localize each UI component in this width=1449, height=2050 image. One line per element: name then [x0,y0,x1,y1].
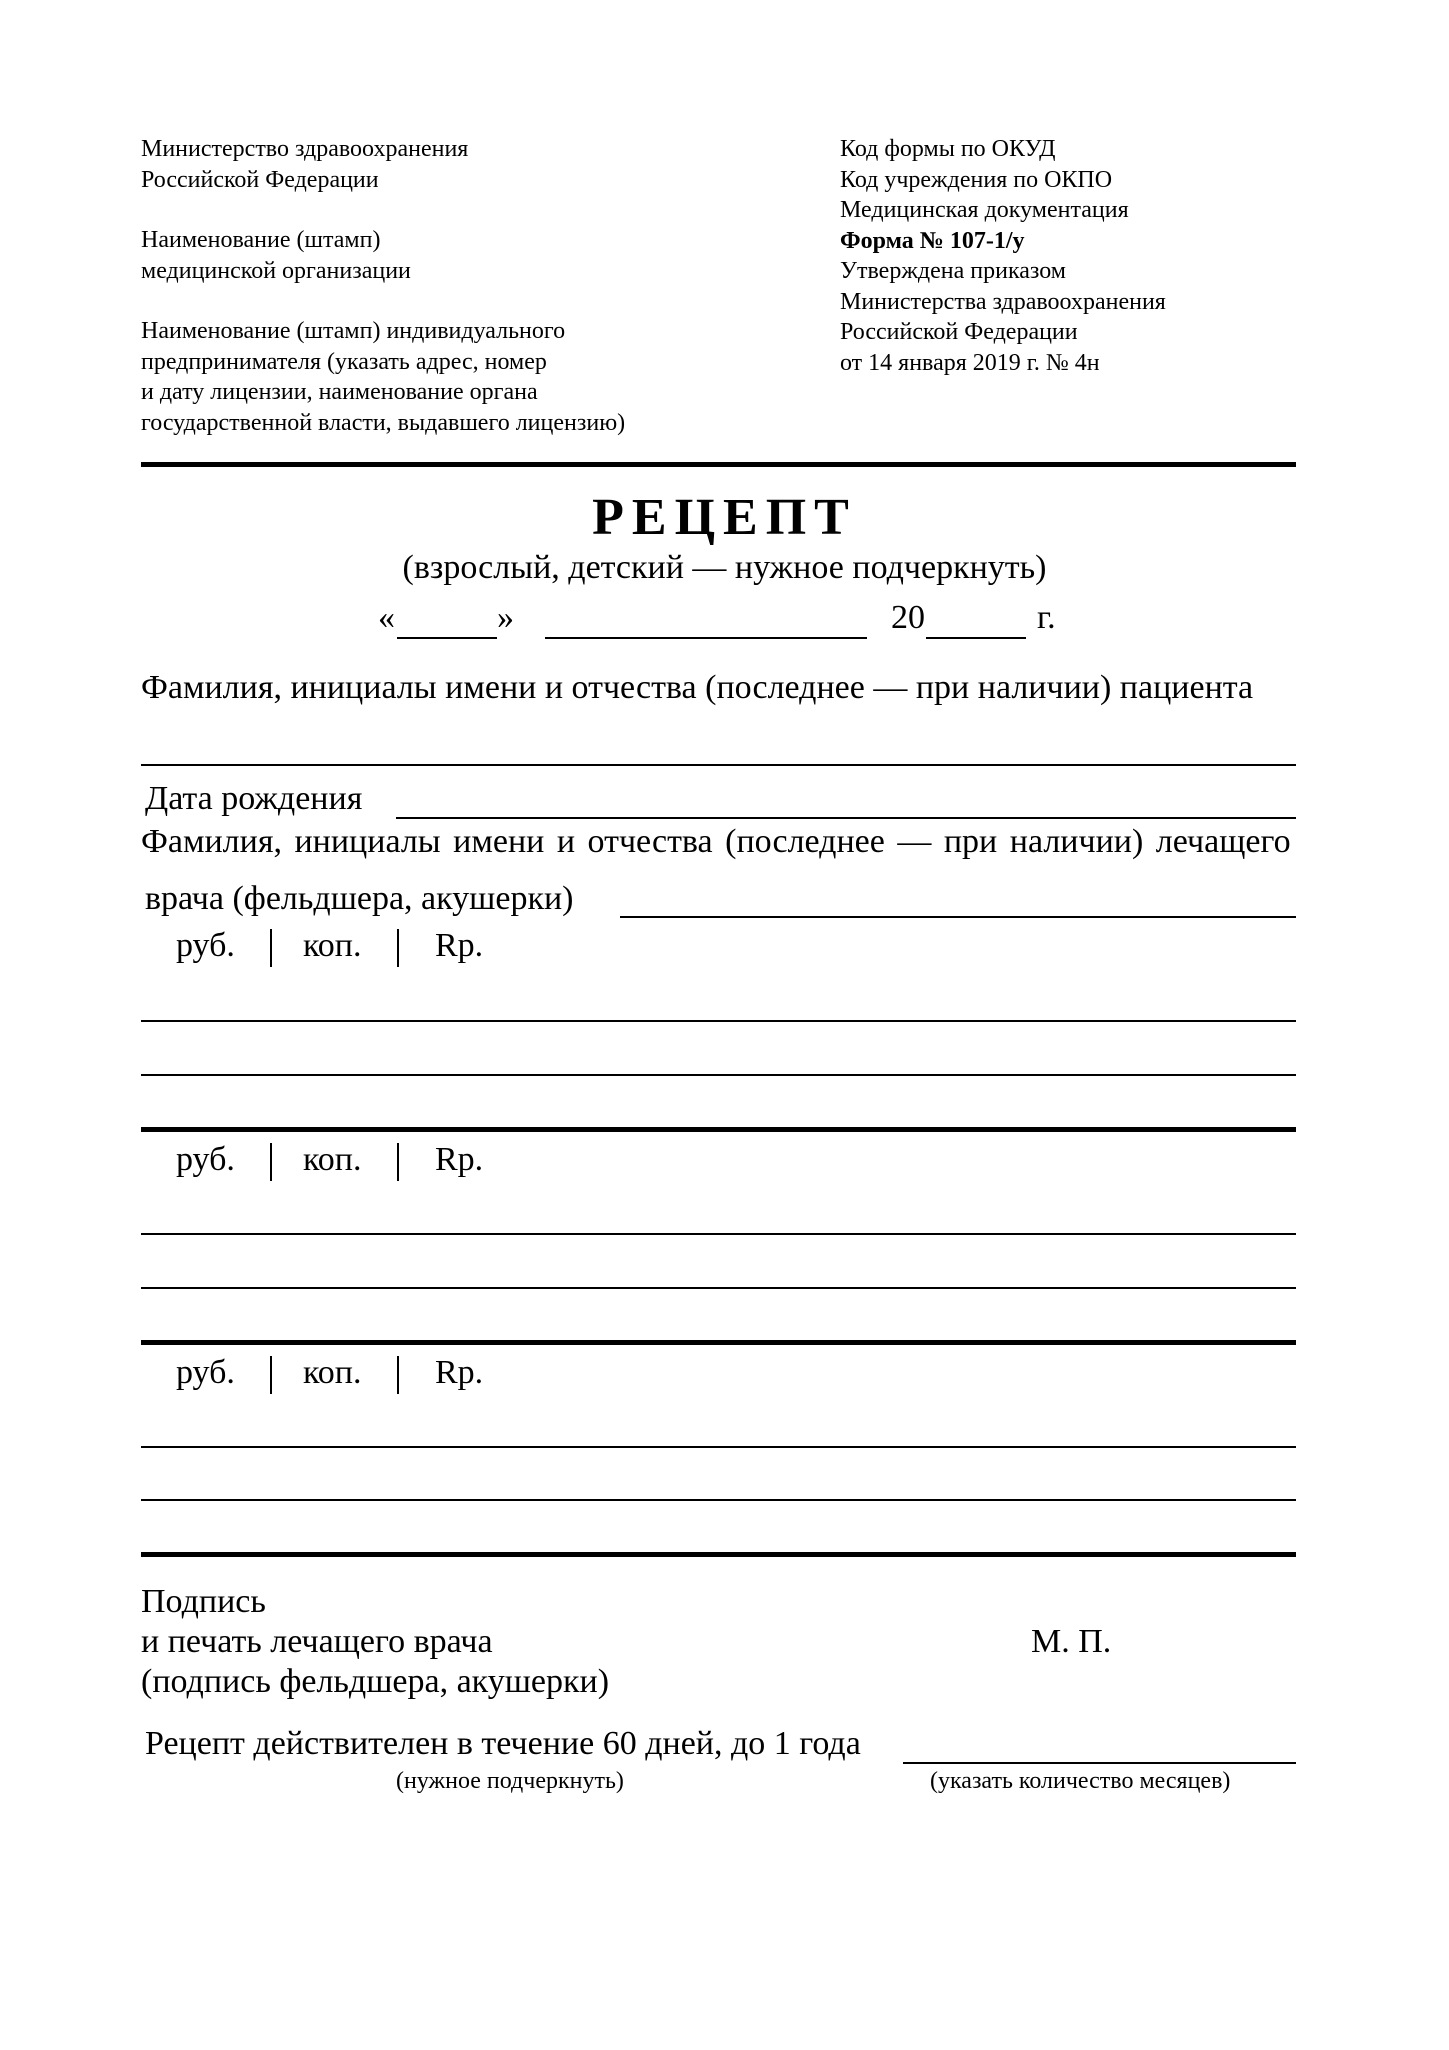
rx3-rub-label: руб. [176,1354,235,1391]
rx1-kop-label: коп. [303,927,362,964]
rx3-rp-label: Rp. [435,1354,484,1391]
rx1-line-1[interactable] [141,1020,1296,1022]
date-year-suffix: г. [1037,599,1056,636]
approval-line-4: от 14 января 2019 г. № 4н [840,349,1100,376]
org-stamp-line-1: Наименование (штамп) [141,227,381,253]
signature-block [141,1582,609,1702]
page-subtitle: (взрослый, детский — нужное подчеркнуть) [402,549,1047,586]
header-right-block [840,134,1166,378]
rx3-divider-1 [270,1356,272,1394]
rx2-rp-label: Rp. [435,1141,484,1178]
rx1-rub-label: руб. [176,927,235,964]
rx3-kop-label: коп. [303,1354,362,1391]
date-month-field[interactable] [545,637,867,639]
rx1-divider-2 [397,929,399,967]
validity-months-field[interactable] [903,1762,1296,1764]
org-stamp-line-2: медицинской организации [141,257,411,284]
rx3-line-1[interactable] [141,1446,1296,1448]
entrepreneur-line-2: предпринимателя (указать адрес, номер [141,348,547,375]
header-left-block [141,134,625,438]
validity-hint-right: (указать количество месяцев) [930,1768,1231,1794]
birth-date-field[interactable] [396,817,1296,819]
signature-line-3: (подпись фельдшера, акушерки) [141,1663,610,1700]
header-divider [141,462,1296,467]
patient-name-field[interactable] [141,764,1296,766]
okpo-line: Код учреждения по ОКПО [840,166,1113,193]
rx2-rub-label: руб. [176,1141,235,1178]
rx1-rp-label: Rp. [435,927,484,964]
rx2-line-1[interactable] [141,1233,1296,1235]
approval-line-2: Министерства здравоохранения [840,288,1166,315]
doctor-label-line-2: врача (фельдшера, акушерки) [145,880,574,917]
rx1-divider-1 [270,929,272,967]
med-doc-line: Медицинская документация [840,197,1129,223]
patient-label: Фамилия, инициалы имени и отчества (последнее — при наличии) пациента [141,669,1254,706]
doctor-label-line-1: Фамилия, инициалы имени и отчества (последнее — при наличии) лечащего [141,823,1291,860]
rx2-divider-2 [397,1143,399,1181]
doctor-name-field[interactable] [620,916,1296,918]
page-title: РЕЦЕПТ [592,489,857,546]
form-number: Форма № 107-1/у [840,227,1025,254]
okud-line: Код формы по ОКУД [840,136,1056,162]
rx1-separator [141,1127,1296,1132]
birth-date-label: Дата рождения [145,780,363,817]
rx2-line-2[interactable] [141,1287,1296,1289]
rx3-divider-2 [397,1356,399,1394]
rx3-separator [141,1552,1296,1557]
rx1-line-2[interactable] [141,1074,1296,1076]
signature-line-2: и печать лечащего врача [141,1623,493,1660]
date-open-quote: « [378,599,395,636]
ministry-line-2: Российской Федерации [141,166,379,193]
approval-line-1: Утверждена приказом [840,258,1066,284]
ministry-line-1: Министерство здравоохранения [141,136,469,162]
approval-line-3: Российской Федерации [840,319,1078,345]
stamp-place-label: М. П. [1031,1623,1112,1660]
rx2-kop-label: коп. [303,1141,362,1178]
validity-text: Рецепт действителен в течение 60 дней, до 1 года [145,1725,861,1762]
date-year-prefix: 20 [891,599,925,636]
validity-hint-left: (нужное подчеркнуть) [396,1768,624,1794]
entrepreneur-line-3: и дату лицензии, наименование органа [141,379,538,405]
date-day-field[interactable] [397,637,497,639]
rx2-separator [141,1340,1296,1345]
date-close-quote: » [497,599,514,636]
rx2-divider-1 [270,1143,272,1181]
entrepreneur-line-1: Наименование (штамп) индивидуального [141,318,566,344]
rx3-line-2[interactable] [141,1499,1296,1501]
signature-line-1: Подпись [141,1583,266,1620]
date-year-field[interactable] [926,637,1026,639]
entrepreneur-line-4: государственной власти, выдавшего лицензию) [141,409,626,436]
